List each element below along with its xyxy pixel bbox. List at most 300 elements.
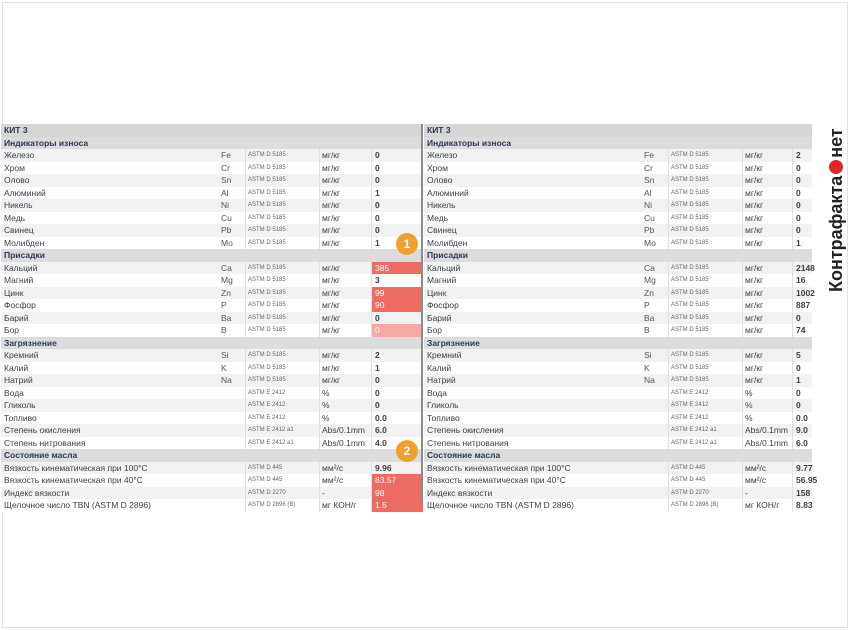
unit: мг/кг [319,262,372,275]
result-value: 0 [371,162,423,175]
unit: мг/кг [742,349,793,362]
table-row [1,162,421,175]
result-value: 158 [792,487,818,500]
table-row [1,424,421,437]
test-method: ASTM E 2412 [245,399,320,412]
parameter-name: Железо [4,150,35,160]
element-symbol [221,399,243,412]
parameter-name: Алюминий [427,187,469,198]
test-method: ASTM D 5185 [668,324,743,337]
parameter-name: Вода [4,387,24,398]
test-method: ASTM D 5185 [245,187,320,200]
unit: мг/кг [742,237,793,250]
test-method: ASTM D 445 [245,474,320,487]
test-method: ASTM D 445 [245,462,320,475]
unit: мг/кг [742,262,793,275]
parameter-name: Олово [4,175,30,185]
parameter-name: Степень окисления [427,425,504,435]
test-method: ASTM D 5185 [668,224,743,237]
section-title: Загрязнение [4,337,57,348]
unit: мг/кг [742,149,793,162]
table-row [424,187,812,200]
result-value: 0 [792,187,818,200]
element-symbol [221,462,243,475]
table-row [424,374,812,387]
table-divider [421,124,423,504]
table-row [424,487,812,500]
test-method: ASTM D 5185 [668,262,743,275]
test-method: ASTM D 5185 [245,237,320,250]
test-method: ASTM D 2896 (B) [245,499,320,512]
result-value: 0 [371,224,423,237]
unit: мг/кг [319,212,372,225]
result-value: 1 [371,187,423,200]
result-value: 6.0 [371,424,423,437]
table-row [424,224,812,237]
unit: мг/кг [742,374,793,387]
result-value: 1 [371,362,423,375]
test-method: ASTM D 5185 [668,362,743,375]
result-value: 0 [371,312,423,325]
parameter-name: Магний [4,275,34,285]
element-symbol: K [644,362,650,373]
parameter-name: Молибден [4,237,45,248]
parameter-name: Гликоль [4,400,36,410]
element-symbol: P [221,300,227,310]
test-method: ASTM D 2270 [668,487,743,500]
element-symbol [221,437,243,450]
element-symbol: Ba [221,312,232,323]
unit: мг/кг [319,174,372,187]
element-symbol: Cr [644,162,653,173]
test-method: ASTM D 5185 [245,199,320,212]
element-symbol: Mo [644,237,656,248]
unit: мм²/с [319,462,372,475]
result-value: 99 [371,287,423,300]
test-method: ASTM D 5185 [245,287,320,300]
result-value: 0 [792,312,818,325]
element-symbol: Ca [221,262,232,273]
element-symbol: Si [221,350,229,360]
unit: мг/кг [742,224,793,237]
test-method: ASTM D 5185 [245,262,320,275]
unit: мг/кг [319,162,372,175]
test-method: ASTM D 5185 [668,312,743,325]
test-method: ASTM D 445 [668,462,743,475]
element-symbol: Ba [644,312,655,323]
parameter-name: Алюминий [4,187,46,198]
result-value: 8.83 [792,499,818,512]
table-row [1,174,421,187]
result-value: 1.5 [371,499,423,512]
unit: мм²/с [319,474,372,487]
result-value: 0.0 [371,412,423,425]
section-title: Присадки [427,250,468,260]
unit: мг/кг [742,162,793,175]
table-row [424,174,812,187]
table-row [1,262,421,275]
test-method: ASTM E 2412 [668,387,743,400]
test-method: ASTM D 5185 [668,274,743,287]
table-row [424,212,812,225]
brand-logo [808,108,844,298]
result-value: 0 [792,162,818,175]
unit: мг КОН/г [742,499,793,512]
parameter-name: Медь [4,212,26,223]
table-row [1,462,421,475]
section-title: Загрязнение [427,337,480,348]
element-symbol: B [644,325,650,335]
unit: мг/кг [742,362,793,375]
parameter-name: Магний [427,275,457,285]
table-row [1,374,421,387]
test-method: ASTM D 2270 [245,487,320,500]
parameter-name: Гликоль [427,400,459,410]
element-symbol: B [221,325,227,335]
test-method: ASTM E 2412 a1 [668,424,743,437]
left-results-table [1,124,421,512]
element-symbol [221,474,243,487]
table-row [424,262,815,275]
result-value: 385 [371,262,423,275]
element-symbol: Al [644,187,652,198]
result-value: 9.0 [792,424,818,437]
section-title: Индикаторы износа [4,137,89,148]
table-row [1,299,421,312]
unit: мг/кг [319,149,372,162]
parameter-name: Кремний [4,350,39,360]
unit: мг/кг [319,224,372,237]
unit: мг/кг [742,287,793,300]
test-method: ASTM D 5185 [245,312,320,325]
parameter-name: Кремний [427,350,462,360]
table-row [424,499,812,512]
table-row [424,474,818,487]
section-header [424,449,812,462]
unit: - [319,487,372,500]
unit: мг/кг [319,374,372,387]
result-value: 1 [371,237,423,250]
parameter-name: Топливо [4,412,37,423]
element-symbol [221,412,243,425]
unit: мг/кг [319,287,372,300]
element-symbol: Zn [644,287,654,298]
element-symbol: Zn [221,287,231,298]
result-value: 0 [792,362,818,375]
element-symbol [644,399,666,412]
unit: Abs/0.1mm [742,424,793,437]
unit: % [742,399,793,412]
table-row [424,237,812,250]
parameter-name: Никель [4,200,33,210]
result-value: 74 [792,324,818,337]
unit: мг/кг [319,324,372,337]
test-method: ASTM D 5185 [245,299,320,312]
table-row [1,237,421,250]
table-row [424,349,812,362]
element-symbol [644,499,666,512]
unit: Abs/0.1mm [319,437,372,450]
section-header [1,249,421,262]
unit: мг/кг [319,274,372,287]
parameter-name: Топливо [427,412,460,423]
test-method: ASTM D 5185 [245,162,320,175]
result-value: 2 [371,349,423,362]
table-row [1,212,421,225]
parameter-name: Кальций [4,262,38,273]
element-symbol: Ca [644,262,655,273]
section-header [1,449,421,462]
table-row [424,312,812,325]
result-value: 56.95 [792,474,818,487]
result-value: 1002 [792,287,818,300]
table-row [424,437,812,450]
parameter-name: Цинк [427,287,447,298]
element-symbol: Mo [221,237,233,248]
parameter-name: Натрий [4,375,33,385]
result-value: 16 [792,274,818,287]
result-value: 0 [371,387,423,400]
brand-suffix: нет [826,128,846,158]
result-value: 0 [792,399,818,412]
element-symbol [644,462,666,475]
marker-badge-2: 2 [396,440,418,462]
unit: мм²/с [742,462,793,475]
element-symbol [221,499,243,512]
parameter-name: Цинк [4,287,24,298]
test-method: ASTM E 2412 [668,412,743,425]
result-value: 0 [371,174,423,187]
element-symbol [644,487,666,500]
test-method: ASTM D 5185 [668,237,743,250]
result-value: 0 [792,387,818,400]
table-row [1,499,421,512]
table-row [1,474,421,487]
brand-prefix: Контрафакта [826,175,846,292]
element-symbol: Fe [644,150,654,160]
brand-dot-icon [829,160,843,174]
unit: мг КОН/г [319,499,372,512]
element-symbol: P [644,300,650,310]
result-value: 6.0 [792,437,818,450]
element-symbol: Al [221,187,229,198]
result-value: 0 [371,212,423,225]
parameter-name: Бор [427,325,443,335]
test-method: ASTM E 2412 a1 [668,437,743,450]
marker-badge-1: 1 [396,233,418,255]
result-value: 83.57 [371,474,423,487]
element-symbol: Ni [221,200,230,210]
test-method: ASTM D 5185 [245,174,320,187]
table-row [1,199,421,212]
element-symbol [221,424,243,437]
section-title: Присадки [4,250,45,260]
element-symbol: Na [221,375,232,385]
unit: - [742,487,793,500]
element-symbol: Fe [221,150,231,160]
element-symbol [644,474,666,487]
unit: мг/кг [319,362,372,375]
test-method: ASTM E 2412 [668,399,743,412]
parameter-name: Свинец [427,225,457,235]
unit: % [742,412,793,425]
parameter-name: Калий [427,362,452,373]
element-symbol [644,412,666,425]
unit: % [319,412,372,425]
unit: мг/кг [319,199,372,212]
table-row [1,387,421,400]
unit: мг/кг [742,212,793,225]
unit: мг/кг [742,187,793,200]
result-value: 0 [792,212,818,225]
parameter-name: Индекс вязкости [427,487,493,498]
parameter-name: Щелочное число TBN (ASTM D 2896) [4,500,151,510]
element-symbol: K [221,362,227,373]
test-method: ASTM D 5185 [668,374,743,387]
test-method: ASTM D 5185 [668,162,743,175]
parameter-name: Молибден [427,237,468,248]
table-header-title: КИТ 3 [4,125,28,135]
parameter-name: Железо [427,150,458,160]
element-symbol [221,487,243,500]
table-row [424,399,812,412]
section-title: Состояние масла [427,450,501,460]
element-symbol: Sn [644,175,655,185]
section-title: Индикаторы износа [427,137,512,148]
parameter-name: Барий [4,312,29,323]
element-symbol: Mg [221,275,233,285]
table-row [424,199,812,212]
result-value: 0 [792,174,818,187]
section-header [424,249,812,262]
element-symbol: Cr [221,162,230,173]
parameter-name: Кальций [427,262,461,273]
table-header-title: КИТ 3 [427,125,451,135]
result-value: 1 [792,237,818,250]
result-value: 98 [371,487,423,500]
unit: мг/кг [742,199,793,212]
test-method: ASTM D 5185 [668,149,743,162]
table-row [1,274,421,287]
result-value: 0 [371,149,423,162]
test-method: ASTM D 5185 [245,212,320,225]
parameter-name: Вода [427,387,447,398]
unit: мм²/с [742,474,793,487]
result-value: 0.0 [792,412,818,425]
parameter-name: Свинец [4,225,34,235]
table-row [424,287,815,300]
table-row [1,224,421,237]
element-symbol [644,424,666,437]
section-header [1,337,421,350]
table-row [424,412,812,425]
test-method: ASTM D 5185 [245,149,320,162]
parameter-name: Хром [4,162,25,173]
table-row [424,299,812,312]
section-header [1,137,421,150]
parameter-name: Никель [427,200,456,210]
element-symbol: Cu [644,212,655,223]
right-results-table [424,124,818,512]
result-value: 90 [371,299,423,312]
parameter-name: Степень нитрования [427,437,509,448]
parameter-name: Индекс вязкости [4,487,70,498]
result-value: 2148 [792,262,818,275]
test-method: ASTM D 5185 [668,212,743,225]
table-row [424,274,812,287]
test-method: ASTM E 2412 a1 [245,424,320,437]
unit: % [319,387,372,400]
parameter-name: Вязкость кинематическая при 100°C [4,462,148,473]
table-row [1,362,421,375]
test-method: ASTM D 5185 [245,274,320,287]
result-value: 1 [792,374,818,387]
result-value: 4.0 [371,437,423,450]
unit: мг/кг [742,312,793,325]
unit: мг/кг [319,187,372,200]
section-header [424,137,812,150]
parameter-name: Калий [4,362,29,373]
element-symbol: Pb [644,225,655,235]
result-value: 0 [371,374,423,387]
element-symbol [644,387,666,400]
parameter-name: Хром [427,162,448,173]
result-value: 9.96 [371,462,423,475]
test-method: ASTM D 445 [668,474,743,487]
result-value: 0 [371,399,423,412]
parameter-name: Олово [427,175,453,185]
table-row [1,437,421,450]
test-method: ASTM D 5185 [668,187,743,200]
table-row [1,187,421,200]
table-row [1,324,421,337]
unit: Abs/0.1mm [319,424,372,437]
result-value: 9.77 [792,462,818,475]
unit: мг/кг [319,349,372,362]
parameter-name: Бор [4,325,20,335]
result-value: 2 [792,149,818,162]
table-row [424,149,812,162]
test-method: ASTM E 2412 a1 [245,437,320,450]
parameter-name: Вязкость кинематическая при 40°C [427,475,566,485]
test-method: ASTM D 5185 [668,349,743,362]
test-method: ASTM D 5185 [668,199,743,212]
table-row [1,312,421,325]
table-row [424,424,812,437]
table-row [1,349,421,362]
unit: мг/кг [742,324,793,337]
parameter-name: Фосфор [427,300,459,310]
brand-text [826,128,847,292]
table-row [424,162,812,175]
table-row [424,324,812,337]
test-method: ASTM D 5185 [668,299,743,312]
section-header [424,337,812,350]
test-method: ASTM D 5185 [245,374,320,387]
table-row [1,287,421,300]
table-row [1,412,421,425]
unit: % [742,387,793,400]
test-method: ASTM D 5185 [668,174,743,187]
parameter-name: Медь [427,212,449,223]
test-method: ASTM D 2896 (B) [668,499,743,512]
table-row [424,462,812,475]
unit: мг/кг [742,174,793,187]
table-row [1,487,421,500]
result-value: 0 [371,324,423,337]
unit: Abs/0.1mm [742,437,793,450]
element-symbol: Na [644,375,655,385]
